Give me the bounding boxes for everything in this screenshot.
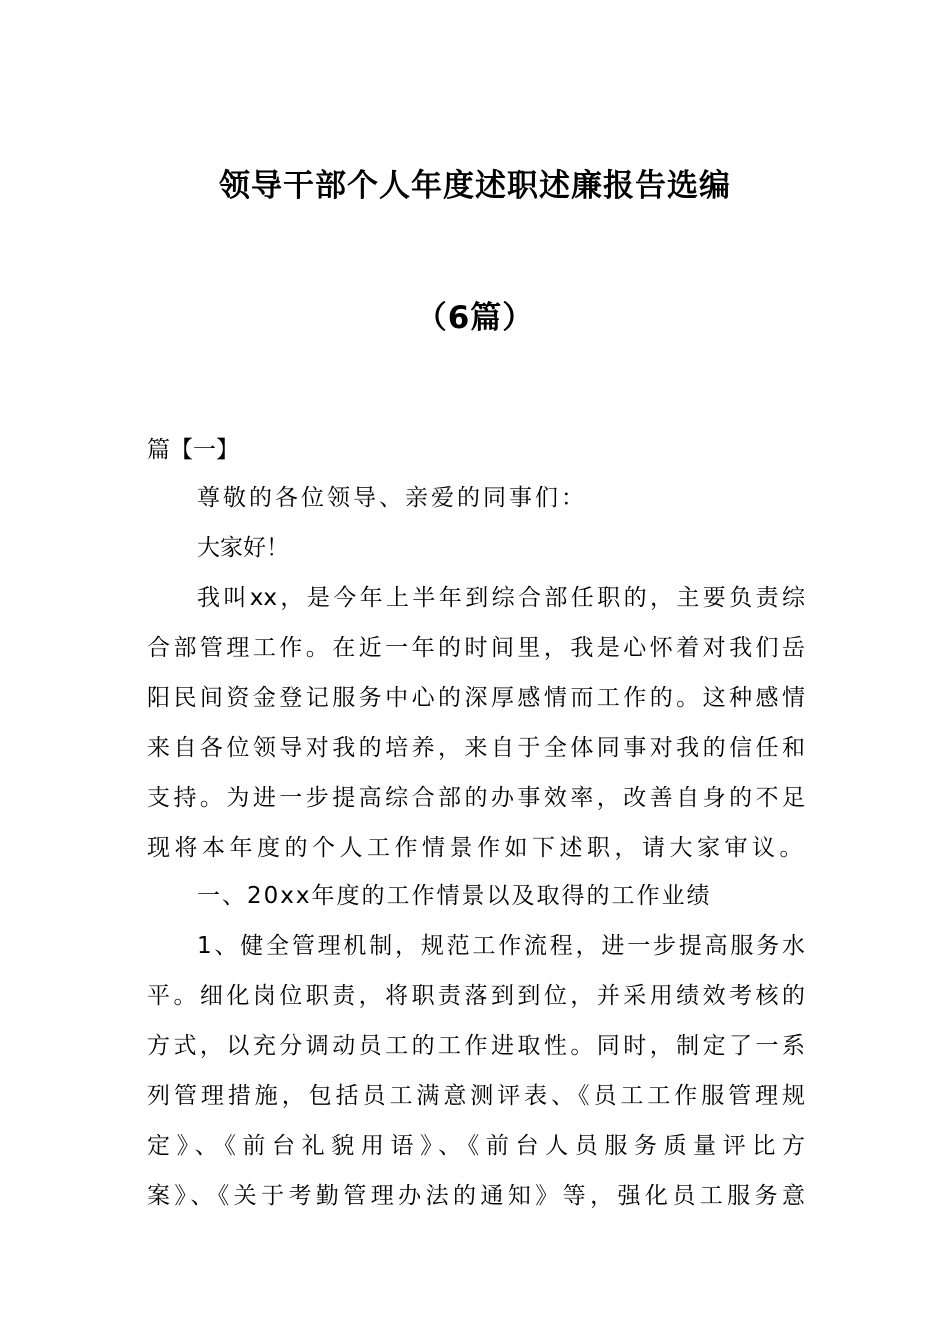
document-title: 领导干部个人年度述职述廉报告选编	[219, 168, 731, 204]
section-heading: 一、20xx年度的工作情景以及取得的工作业绩	[197, 883, 712, 909]
greeting: 大家好！	[197, 535, 289, 561]
document-subtitle: （6篇）	[415, 300, 535, 336]
paragraph-line: 阳民间资金登记服务中心的深厚感情而工作的。这种感情	[147, 685, 805, 711]
paragraph-line: 支持。为进一步提高综合部的办事效率，改善自身的不足	[147, 785, 805, 811]
paragraph-line: 定》、《前台礼貌用语》、《前台人员服务质量评比方	[147, 1133, 805, 1159]
paragraph-line: 1、健全管理机制，规范工作流程，进一步提高服务水	[197, 933, 805, 959]
paragraph-line: 我叫xx，是今年上半年到综合部任职的，主要负责综	[197, 585, 805, 611]
section-label: 篇【一】	[147, 437, 239, 463]
paragraph-line: 来自各位领导对我的培养，来自于全体同事对我的信任和	[147, 735, 805, 761]
paragraph-line: 平。细化岗位职责，将职责落到到位，并采用绩效考核的	[147, 983, 805, 1009]
paragraph-line: 方式，以充分调动员工的工作进取性。同时，制定了一系	[147, 1033, 805, 1059]
paragraph-line: 现将本年度的个人工作情景作如下述职，请大家审议。	[147, 835, 807, 861]
paragraph-line: 列管理措施，包括员工满意测评表、《员工工作服管理规	[147, 1083, 805, 1109]
paragraph-line: 合部管理工作。在近一年的时间里，我是心怀着对我们岳	[147, 635, 805, 661]
paragraph-line: 案》、《关于考勤管理办法的通知》等，强化员工服务意	[147, 1183, 805, 1209]
salutation: 尊敬的各位领导、亲爱的同事们：	[197, 485, 587, 511]
